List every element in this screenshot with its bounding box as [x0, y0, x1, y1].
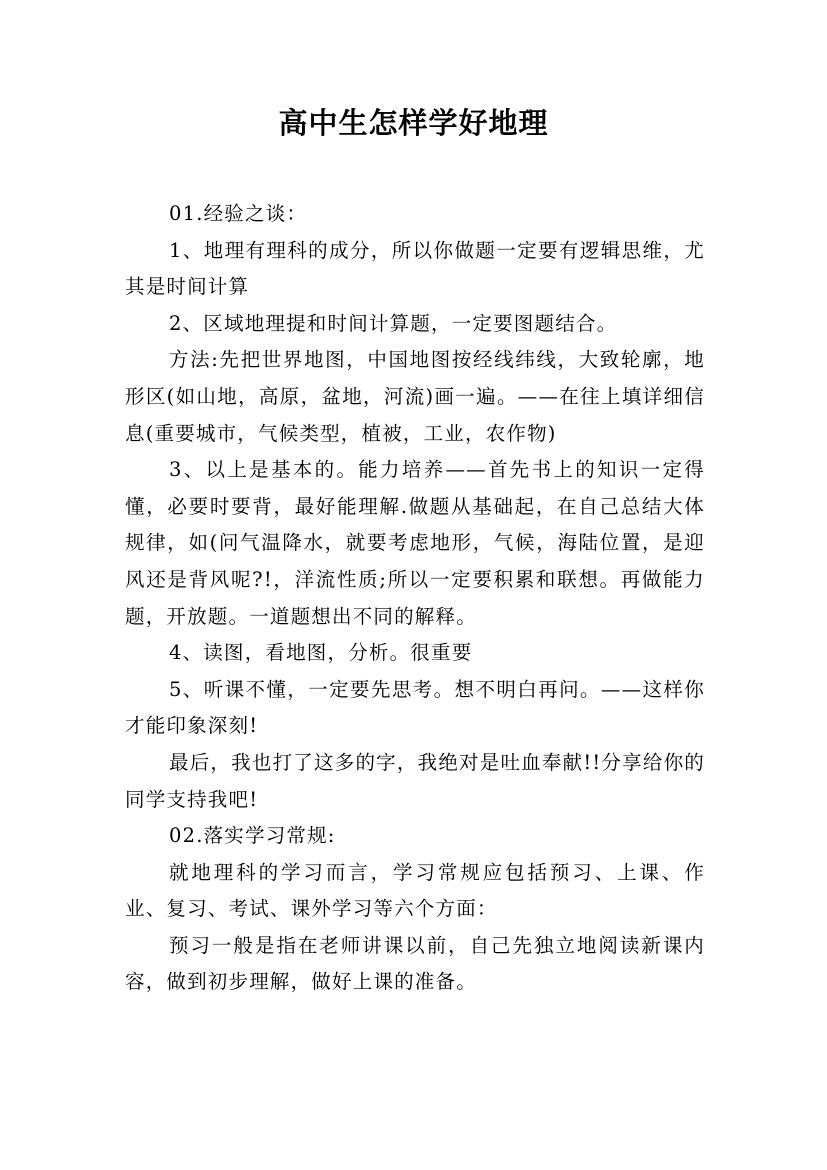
paragraph-routine-intro: 就地理科的学习而言，学习常规应包括预习、上课、作业、复习、考试、课外学习等六个方面： [125, 860, 705, 921]
paragraph-point-2: 2、区域地理提和时间计算题，一定要图题结合。 [169, 311, 618, 335]
paragraph-closing: 最后，我也打了这多的字，我绝对是吐血奉献!!分享给你的同学支持我吧! [125, 750, 705, 811]
document-body [125, 196, 705, 1001]
document-title: 高中生怎样学好地理 [278, 106, 549, 140]
paragraph-routine-heading: 02.落实学习常规: [169, 824, 336, 848]
paragraph-point-3: 3、以上是基本的。能力培养——首先书上的知识一定得懂，必要时要背，最好能理解.做题从基础起，在自己总结大体规律，如(问气温降水，就要考虑地形，气候，海陆位置，是迎风还是背风呢?!，洋流性质;所以一定要积累和联想。再做能力题，开放题。一道题想出不同的解释。 [125, 458, 705, 628]
paragraph-point-4: 4、读图，看地图，分析。很重要 [169, 641, 473, 665]
paragraph-experience-heading: 01.经验之谈： [169, 202, 308, 225]
paragraph-point-1: 1、地理有理科的成分，所以你做题一定要有逻辑思维，尤其是时间计算 [125, 238, 705, 299]
paragraph-point-5: 5、听课不懂，一定要先思考。想不明白再问。——这样你才能印象深刻! [125, 677, 705, 738]
paragraph-preview: 预习一般是指在老师讲课以前，自己先独立地阅读新课内容，做到初步理解，做好上课的准备。 [125, 933, 705, 994]
paragraph-method: 方法:先把世界地图，中国地图按经线纬线，大致轮廓，地形区(如山地，高原，盆地，河流)画一遍。——在往上填详细信息(重要城市，气候类型，植被，工业，农作物) [125, 348, 705, 445]
